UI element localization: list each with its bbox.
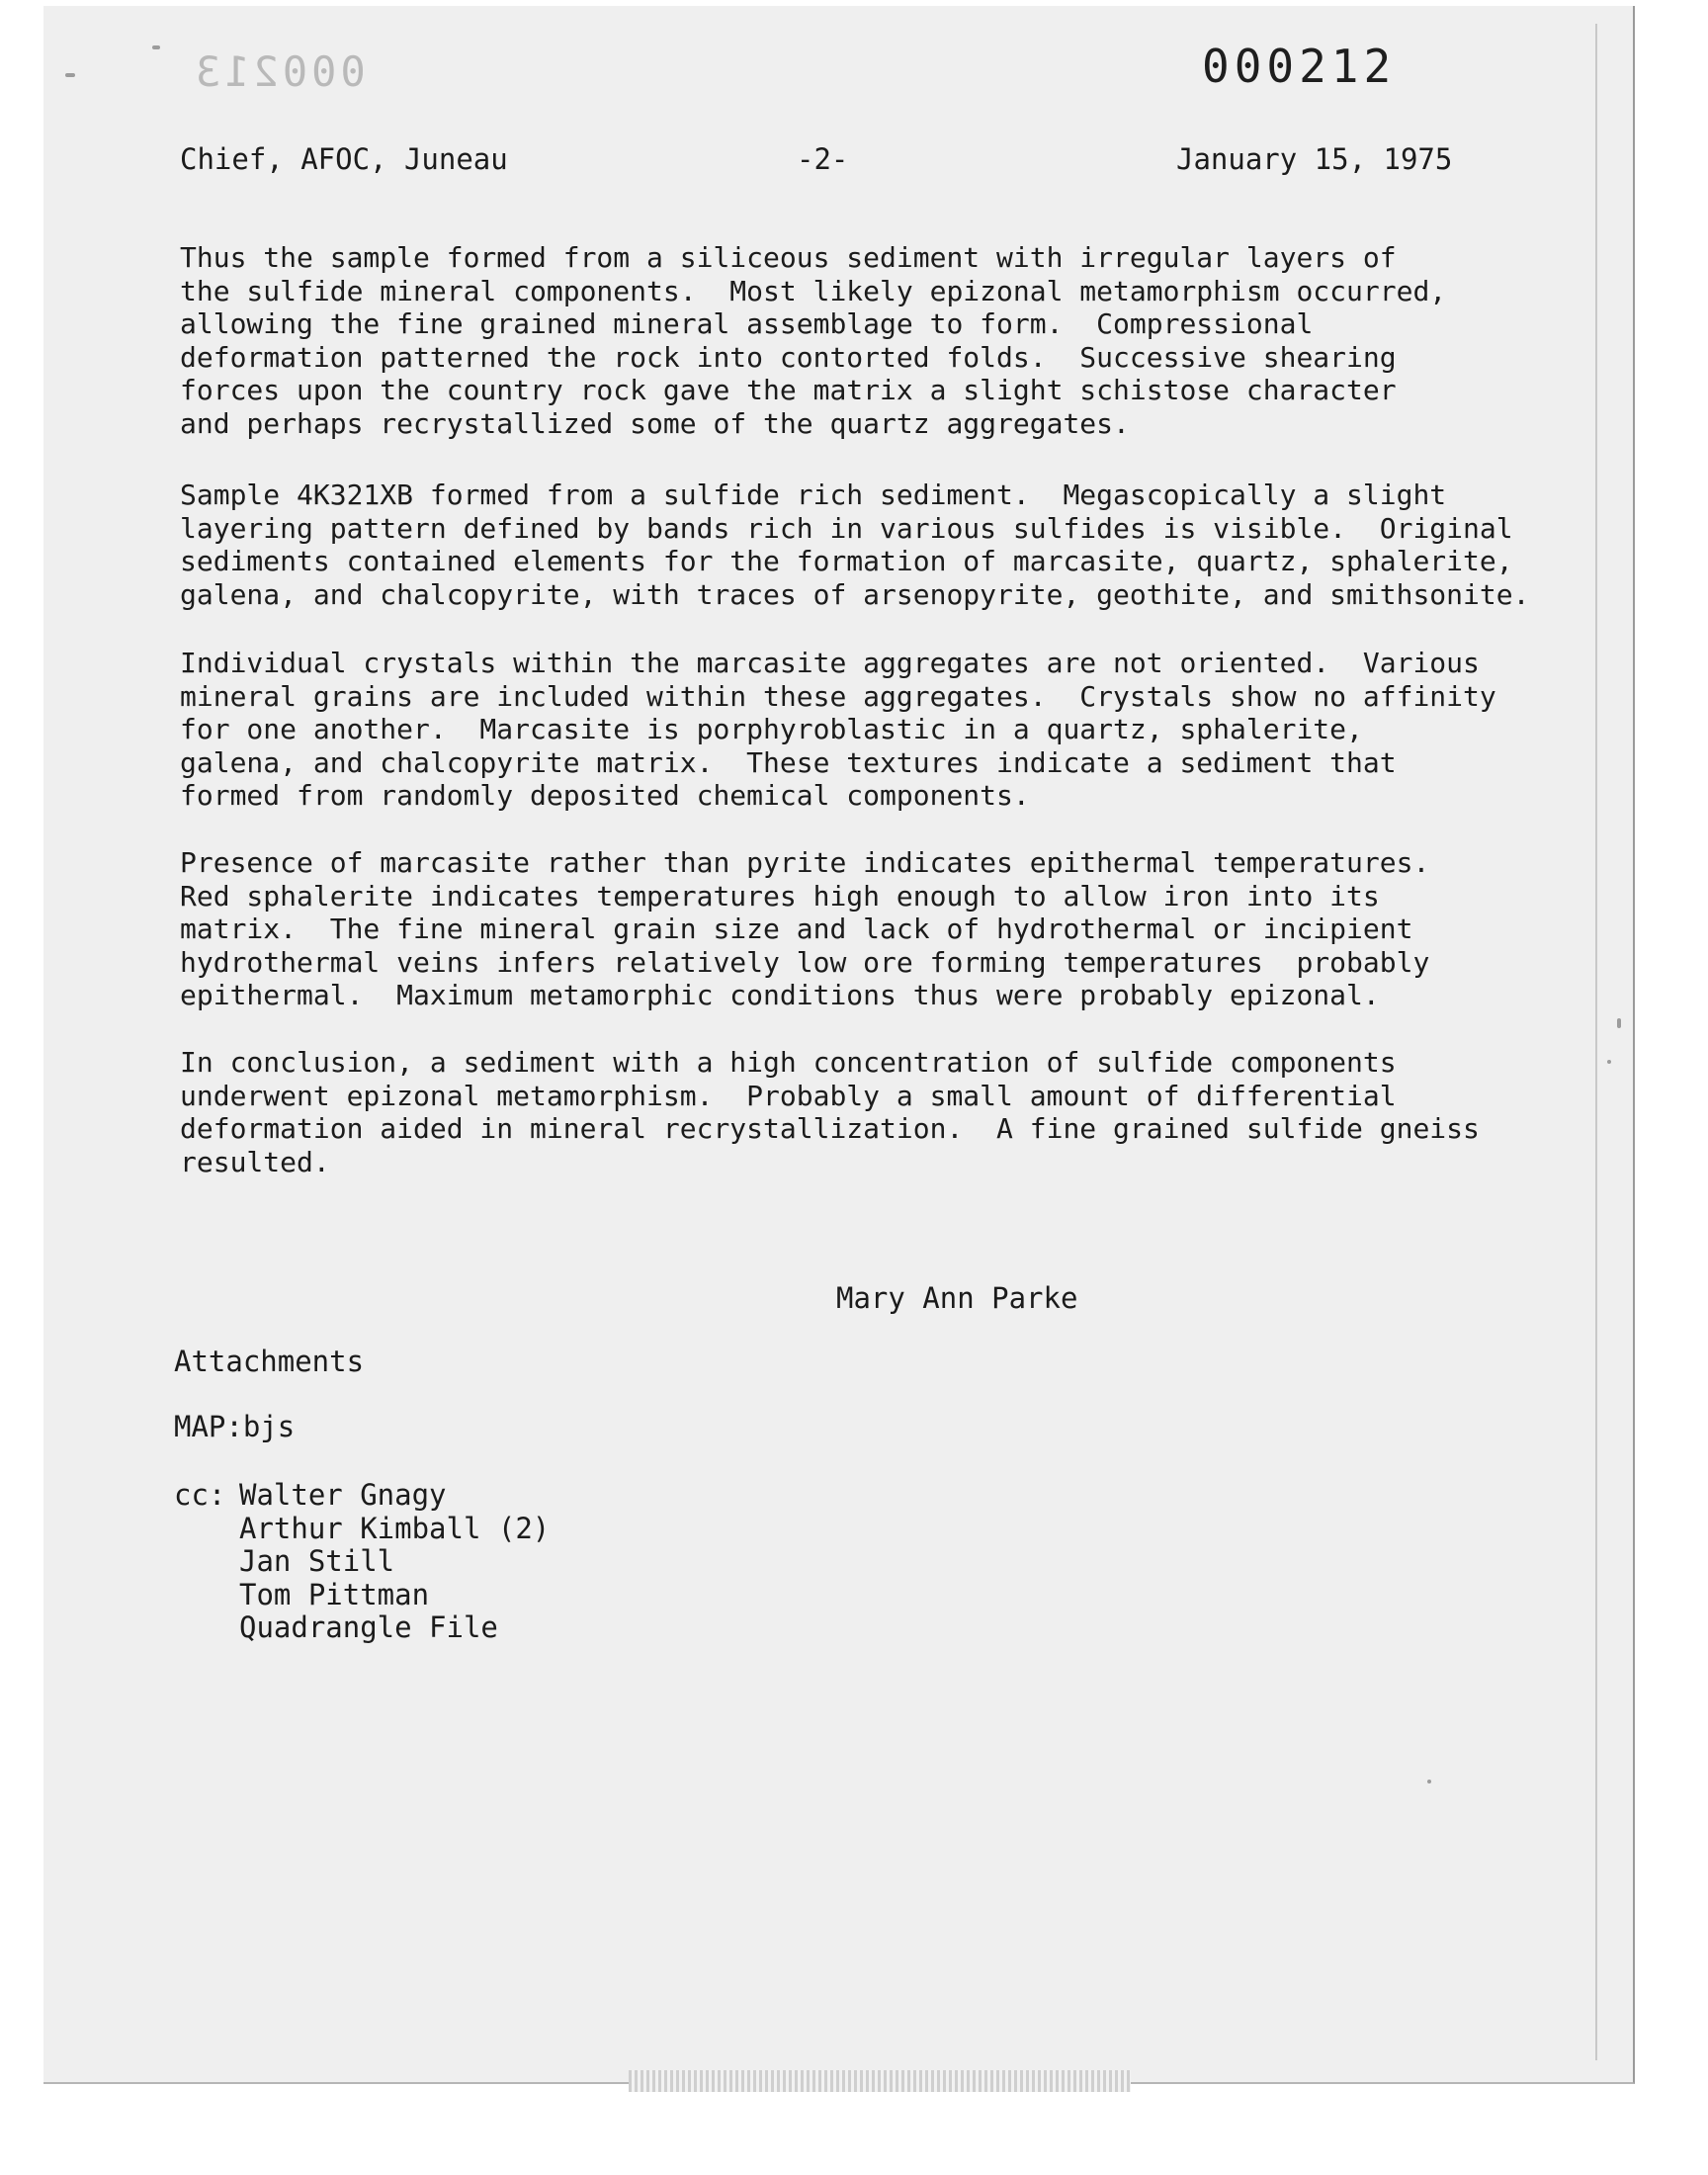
scan-speck: [1607, 1060, 1611, 1064]
scan-speck: [152, 45, 160, 49]
cc-recipient: Quadrangle File: [239, 1610, 498, 1644]
scan-speck: [65, 73, 75, 77]
stamped-page-number: 000212: [1202, 40, 1397, 93]
scan-edge-strip: [629, 2070, 1131, 2092]
bleed-through-page-number: 000213: [192, 47, 366, 96]
letter-date: January 15, 1975: [1176, 142, 1453, 176]
scan-speck: [1617, 1018, 1621, 1028]
page-number: -2-: [797, 142, 849, 176]
cc-recipient: Arthur Kimball (2): [239, 1511, 551, 1545]
addressee: Chief, AFOC, Juneau: [180, 142, 508, 176]
typist-initials: MAP:bjs: [174, 1410, 296, 1443]
cc-recipient: Jan Still: [239, 1544, 395, 1578]
cc-list: [239, 1479, 550, 1645]
cc-recipient: Walter Gnagy: [239, 1478, 447, 1512]
paragraph-5: In conclusion, a sediment with a high concentration of sulfide components underwent epizonal metamorphism. Probably a small amount of differential deformation aided in mineral recrystallization. A fine grained sulfide gneiss resulted.: [180, 1046, 1480, 1178]
cc-label: cc:: [174, 1478, 226, 1512]
scan-speck: [1427, 1780, 1431, 1784]
page-edge: [1595, 24, 1597, 2060]
paragraph-4: Presence of marcasite rather than pyrite indicates epithermal temperatures. Red sphalerite indicates temperatures high enough to allow iron into its matrix. The fine mineral grain size and lack of hydrothermal or incipient hydrothermal veins infers relatively low ore forming temperatures probably epithermal. Maximum metamorphic conditions thus were probably epizonal.: [180, 846, 1430, 1011]
paragraph-2: Sample 4K321XB formed from a sulfide rich sediment. Megascopically a slight layering pattern defined by bands rich in various sulfides is visible. Original sediments contained elements for the formation of marcasite, quartz, sphalerite, galena, and chalcopyrite, with traces of arsenopyrite, geothite, and smithsonite.: [180, 478, 1530, 611]
cc-recipient: Tom Pittman: [239, 1577, 430, 1611]
paragraph-1: Thus the sample formed from a siliceous sediment with irregular layers of the sulfide mineral components. Most likely epizonal metamorphism occurred, allowing the fine grained mineral assemblage to form. Compressional deformation patterned the rock into contorted folds. Successive shearing forces upon the country rock gave the matrix a slight schistose character and perhaps recrystallized some of the quartz aggregates.: [180, 241, 1447, 440]
paragraph-3: Individual crystals within the marcasite aggregates are not oriented. Various mineral grains are included within these aggregates. Crystals show no affinity for one another. Marcasite is porphyroblastic in a quartz, sphalerite, galena, and chalcopyrite matrix. These textures indicate a sediment that formed from randomly deposited chemical components.: [180, 647, 1496, 812]
attachments-label: Attachments: [174, 1345, 365, 1378]
signature-name: Mary Ann Parke: [836, 1281, 1078, 1315]
